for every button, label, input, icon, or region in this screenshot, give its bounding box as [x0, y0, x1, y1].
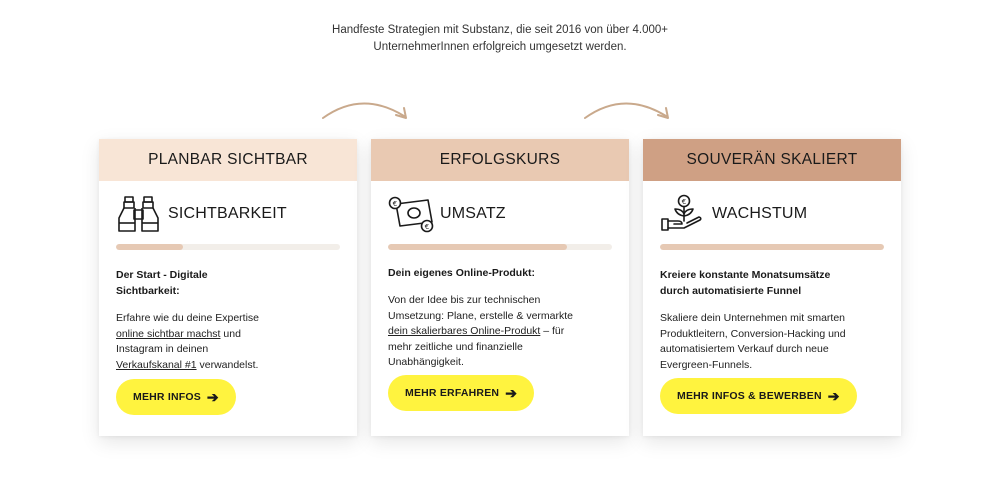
feature-row [388, 190, 612, 238]
button-label: MEHR ERFAHREN [405, 387, 500, 399]
button-label: MEHR INFOS & BEWERBEN [677, 390, 822, 402]
feature-row [660, 190, 884, 238]
progress-bar [388, 244, 612, 250]
card-header: ERFOLGSKURS [371, 139, 629, 181]
body-text: verwandelst. [196, 358, 259, 371]
svg-text:€: € [392, 200, 398, 208]
card-body [116, 311, 340, 373]
progress-fill [660, 244, 884, 250]
button-label: MEHR INFOS [133, 391, 201, 403]
link-online-sichtbar[interactable]: online sichtbar machst [116, 327, 221, 340]
card-header: PLANBAR SICHTBAR [99, 139, 357, 181]
arrow-right-icon: ➔ [206, 389, 219, 405]
card-souveraen-skaliert [643, 139, 901, 436]
intro-text [0, 22, 1000, 56]
body-line: automatisiertem Verkauf durch neue [660, 343, 829, 355]
arrow-right-icon: ➔ [505, 385, 518, 401]
card-body [660, 311, 884, 373]
body-line: Von der Idee bis zur technischen [388, 294, 541, 306]
body-line: Evergreen-Funnels. [660, 358, 753, 371]
body-line: Erfahre wie du deine Expertise [116, 312, 259, 324]
progress-bar [116, 244, 340, 250]
curved-arrow-icon [320, 96, 410, 124]
feature-label: SICHTBARKEIT [168, 205, 287, 222]
svg-text:€: € [681, 198, 687, 206]
card-subtitle [116, 267, 340, 299]
body-line: Skaliere dein Unternehmen mit smarten [660, 312, 846, 324]
subtitle-line-2: durch automatisierte Funnel [660, 285, 802, 297]
card-body [388, 293, 612, 371]
subtitle-line-1: Kreiere konstante Monatsumsätze [660, 269, 831, 281]
svg-text:€: € [424, 223, 430, 231]
feature-row [116, 190, 340, 238]
link-online-produkt[interactable]: dein skalierbares Online-Produkt [388, 325, 541, 337]
mehr-erfahren-button[interactable] [388, 375, 534, 411]
body-line: Unabhängigkeit. [388, 356, 464, 368]
body-text: und [220, 327, 241, 340]
intro-line-2: UnternehmerInnen erfolgreich umgesetzt werden. [373, 41, 627, 53]
body-line: Produktleitern, Conversion-Hacking und [660, 327, 846, 340]
progress-bar [660, 244, 884, 250]
body-line [116, 358, 340, 374]
mehr-infos-button[interactable] [116, 379, 236, 415]
arrow-right-icon: ➔ [827, 388, 840, 404]
money-icon [388, 194, 434, 234]
feature-label: WACHSTUM [712, 205, 808, 222]
body-line [116, 327, 340, 343]
body-line: Umsetzung: Plane, erstelle & vermarkte [388, 309, 573, 322]
card-header: SOUVERÄN SKALIERT [643, 139, 901, 181]
feature-label: UMSATZ [440, 205, 506, 222]
body-line: Instagram in deinen [116, 343, 209, 355]
mehr-infos-bewerben-button[interactable] [660, 378, 857, 414]
card-subtitle [388, 265, 612, 281]
progress-fill [116, 244, 183, 250]
link-verkaufskanal[interactable]: Verkaufskanal #1 [116, 358, 197, 371]
card-erfolgskurs [371, 139, 629, 436]
card-subtitle [660, 267, 884, 299]
subtitle-line-2: Sichtbarkeit: [116, 285, 180, 297]
body-line: mehr zeitliche und finanzielle [388, 340, 523, 353]
binoculars-icon [116, 194, 162, 234]
body-line [388, 324, 612, 340]
card-planbar-sichtbar [99, 139, 357, 436]
subtitle-line-1: Dein eigenes Online-Produkt: [388, 267, 536, 279]
subtitle-line-1: Der Start - Digitale [116, 269, 208, 281]
growth-icon [660, 194, 706, 234]
curved-arrow-icon [582, 96, 672, 124]
intro-line-1: Handfeste Strategien mit Substanz, die seit 2016 von über 4.000+ [332, 24, 668, 36]
body-text: – für [540, 325, 565, 337]
progress-fill [388, 244, 567, 250]
